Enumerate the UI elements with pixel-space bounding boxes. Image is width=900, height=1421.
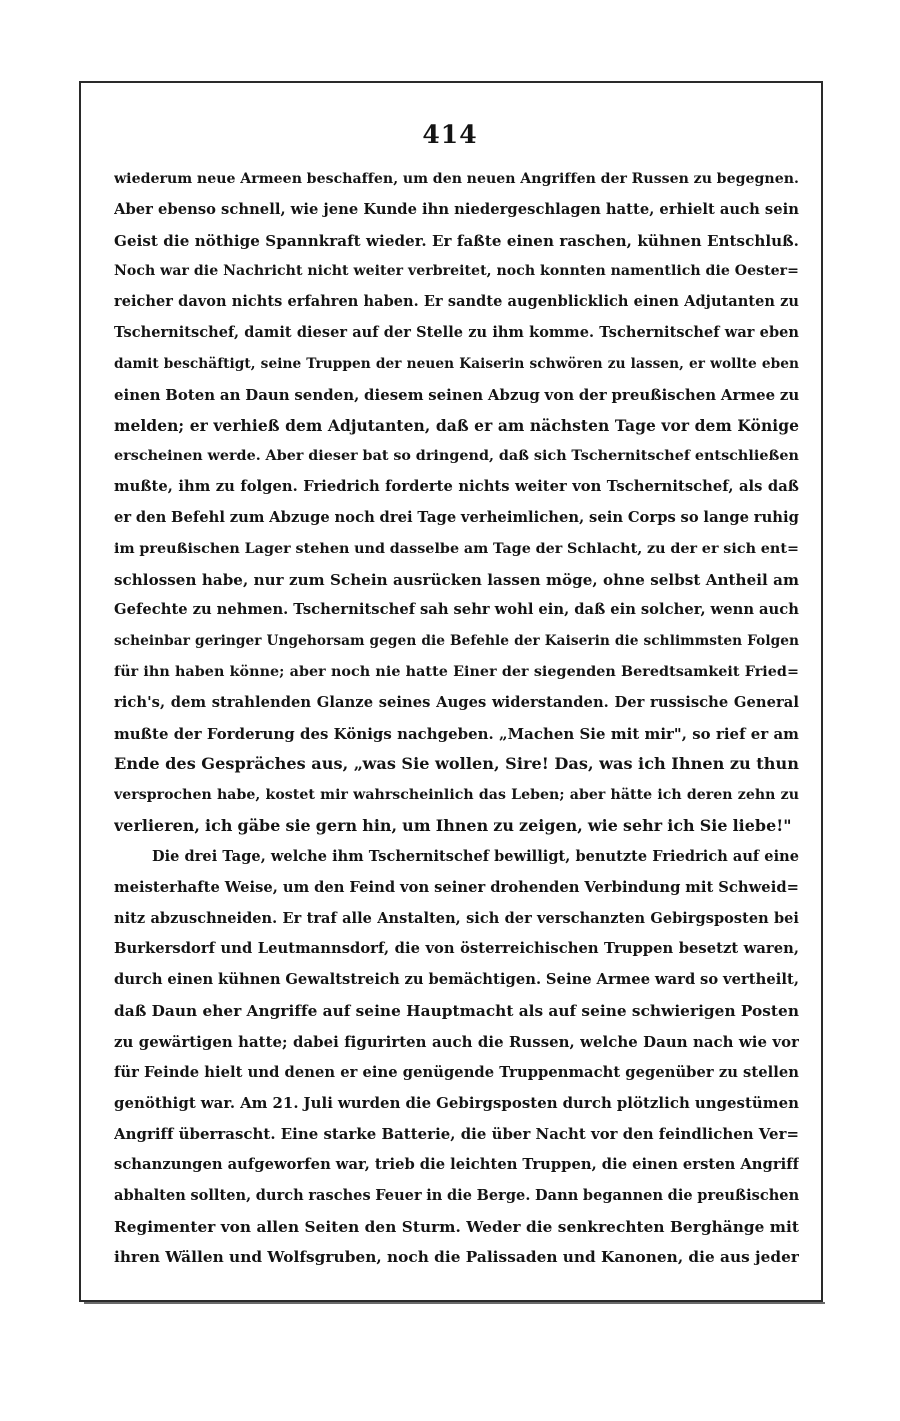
- paragraph-first-line: Die drei Tage, welche ihm Tschernitschef bewilligt, benutzte Friedrich auf eine: [152, 847, 799, 865]
- page-number: 414: [422, 120, 478, 149]
- text-line: reicher davon nichts erfahren haben. Er sandte augenblicklich einen Adjutanten zu: [114, 293, 799, 311]
- text-line: melden; er verhieß dem Adjutanten, daß er am nächsten Tage vor dem Könige: [114, 415, 799, 435]
- text-line: im preußischen Lager stehen und dasselbe am Tage der Schlacht, zu der er sich ent=: [114, 540, 799, 557]
- text-line: ihren Wällen und Wolfsgruben, noch die Palissaden und Kanonen, die aus jeder: [114, 1248, 799, 1267]
- text-line: Angriff überrascht. Eine starke Batterie, die über Nacht vor den feindlichen Ver=: [114, 1125, 799, 1144]
- text-line: rich's, dem strahlenden Glanze seines Auges widerstanden. Der russische General: [114, 693, 799, 711]
- text-line: schlossen habe, nur zum Schein ausrücken lassen möge, ohne selbst Antheil am: [114, 570, 799, 589]
- text-line: genöthigt war. Am 21. Juli wurden die Gebirgsposten durch plötzlich ungestümen: [114, 1094, 799, 1113]
- text-line: für Feinde hielt und denen er eine genügende Truppenmacht gegenüber zu stellen: [114, 1063, 799, 1081]
- text-line: Noch war die Nachricht nicht weiter verbreitet, noch konnten namentlich die Oester=: [114, 263, 799, 280]
- text-line: meisterhafte Weise, um den Feind von seiner drohenden Verbindung mit Schweid=: [114, 878, 799, 896]
- text-line: damit beschäftigt, seine Truppen der neuen Kaiserin schwören zu lassen, er wollte eben: [114, 355, 799, 372]
- text-line: Regimenter von allen Seiten den Sturm. Weder die senkrechten Berghänge mit: [114, 1217, 799, 1236]
- text-line: er den Befehl zum Abzuge noch drei Tage verheimlichen, sein Corps so lange ruhig: [114, 508, 799, 526]
- text-line: schanzungen aufgeworfen war, trieb die leichten Truppen, die einen ersten Angriff: [114, 1156, 799, 1173]
- text-line: abhalten sollten, durch rasches Feuer in die Berge. Dann begannen die preußischen: [114, 1186, 799, 1204]
- text-line: Aber ebenso schnell, wie jene Kunde ihn niedergeschlagen hatte, erhielt auch sein: [114, 200, 799, 218]
- page-border-shadow: [84, 1302, 825, 1304]
- text-line: Geist die nöthige Spannkraft wieder. Er faßte einen raschen, kühnen Entschluß.: [114, 231, 799, 250]
- text-line: zu gewärtigen hatte; dabei figurirten auch die Russen, welche Daun nach wie vor: [114, 1032, 799, 1051]
- text-line: scheinbar geringer Ungehorsam gegen die Befehle der Kaiserin die schlimmsten Folgen: [114, 633, 799, 650]
- text-line: Burkersdorf und Leutmannsdorf, die von österreichischen Truppen besetzt waren,: [114, 940, 799, 958]
- text-line: einen Boten an Daun senden, diesem seinen Abzug von der preußischen Armee zu: [114, 385, 799, 404]
- text-line: Gefechte zu nehmen. Tschernitschef sah sehr wohl ein, daß ein solcher, wenn auch: [114, 601, 799, 619]
- text-line: Ende des Gespräches aus, „was Sie wollen, Sire! Das, was ich Ihnen zu thun: [114, 754, 799, 774]
- text-line: durch einen kühnen Gewaltstreich zu bemächtigen. Seine Armee ward so vertheilt,: [114, 971, 799, 989]
- text-line: mußte der Forderung des Königs nachgeben. „Machen Sie mit mir", so rief er am: [114, 724, 799, 743]
- text-line: versprochen habe, kostet mir wahrscheinlich das Leben; aber hätte ich deren zehn zu: [114, 787, 799, 804]
- text-line: Tschernitschef, damit dieser auf der Stelle zu ihm komme. Tschernitschef war eben: [114, 324, 799, 342]
- body-text: [114, 164, 799, 1273]
- text-line: wiederum neue Armeen beschaffen, um den neuen Angriffen der Russen zu begegnen.: [114, 171, 799, 187]
- text-line: erscheinen werde. Aber dieser bat so dringend, daß sich Tschernitschef entschließen: [114, 448, 799, 465]
- text-line: nitz abzuschneiden. Er traf alle Anstalten, sich der verschanzten Gebirgsposten bei: [114, 909, 799, 927]
- text-line: mußte, ihm zu folgen. Friedrich forderte nichts weiter von Tschernitschef, als daß: [114, 478, 799, 496]
- text-line: für ihn haben könne; aber noch nie hatte Einer der siegenden Beredtsamkeit Fried=: [114, 664, 799, 680]
- text-line: daß Daun eher Angriffe auf seine Hauptmacht als auf seine schwierigen Posten: [114, 1001, 799, 1020]
- paragraph-last-line: verlieren, ich gäbe sie gern hin, um Ihnen zu zeigen, wie sehr ich Sie liebe!": [114, 816, 792, 836]
